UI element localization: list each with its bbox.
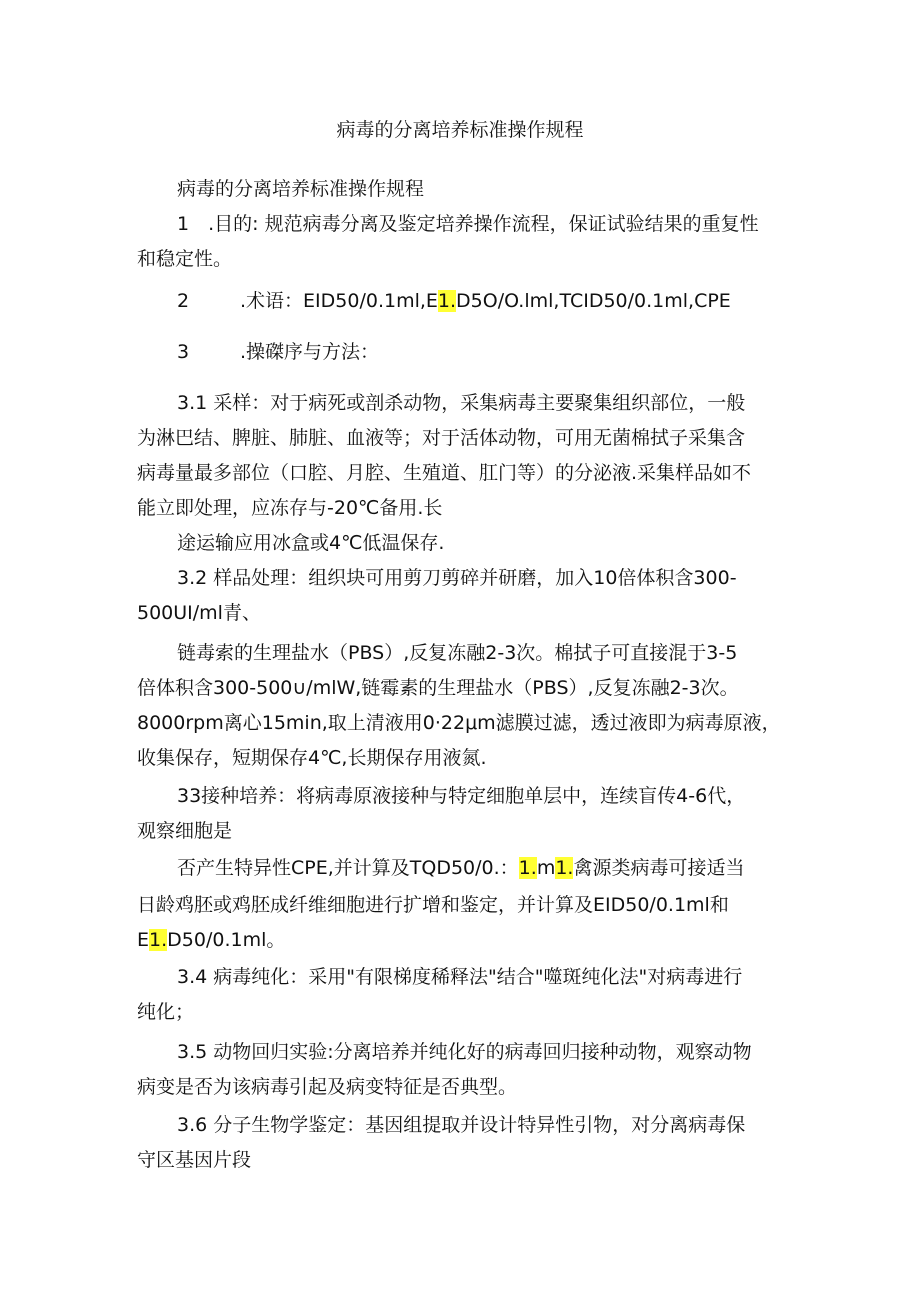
section-number: 2	[177, 290, 190, 312]
text-line: 否产生特异性CPE,并计算及TQD50∕0.：1.m1.禽源类病毒可接适当	[177, 857, 745, 879]
text-line: 收集保存，短期保存4℃,长期保存用液氮.	[137, 747, 487, 769]
text-line: 500UI∕ml青、	[137, 602, 261, 624]
text-line: 3.1 采样：对于病死或剖杀动物，采集病毒主要聚集组织部位，一般	[177, 392, 746, 414]
page-title: 病毒的分离培养标准操作规程	[336, 119, 584, 141]
text-line: 3.2 样品处理：组织块可用剪刀剪碎并研磨，加入10倍体积含300-	[177, 567, 737, 589]
text-line: 日龄鸡胚或鸡胚成纤维细胞进行扩增和鉴定，并计算及EID50∕0.1ml和	[137, 894, 729, 916]
highlight-mark: 1.	[518, 857, 537, 879]
text-line: 病变是否为该病毒引起及病变特征是否典型。	[137, 1076, 518, 1098]
text-line: 3.4 病毒纯化：采用"有限梯度稀释法"结合"噬斑纯化法"对病毒进行	[177, 966, 743, 988]
text-line: 纯化；	[137, 1001, 195, 1023]
text-line: 倍体积含300-500∪∕mlW,链霉素的生理盐水（PBS）,反复冻融2-3次。	[137, 677, 739, 699]
text-line: 能立即处理，应冻存与-20℃备用.长	[137, 497, 443, 519]
text-line: 8000rpm离心15min,取上清液用0·22μm滤膜过滤，透过液即为病毒原液，	[137, 712, 781, 734]
text-line: 守区基因片段	[137, 1149, 252, 1171]
text-line: E1.D50∕0.1ml。	[137, 929, 286, 951]
text-line: 为淋巴结、脾脏、肺脏、血液等；对于活体动物，可用无菌棉拭子采集含	[137, 427, 746, 449]
text-line: 链毒索的生理盐水（PBS）,反复冻融2-3次。棉拭子可直接混于3-5	[177, 642, 738, 664]
text-line: 观察细胞是	[137, 820, 233, 842]
subtitle: 病毒的分离培养标准操作规程	[177, 178, 425, 200]
text-line: 和稳定性。	[137, 248, 233, 270]
highlight-mark: 1.	[555, 857, 574, 879]
highlight-mark: 1.	[149, 929, 168, 951]
text-line: .操磔序与方法：	[240, 341, 380, 363]
text-line: 3.6 分子生物学鉴定：基因组提取并设计特异性引物，对分离病毒保	[177, 1114, 746, 1136]
text-line: 病毒量最多部位（口腔、月腔、生殖道、肛门等）的分泌液.采集样品如不	[137, 462, 752, 484]
text-line: 33接种培养：将病毒原液接种与特定细胞单层中，连续盲传4-6代，	[177, 785, 746, 807]
text-line: 3.5 动物回归实验:分离培养并纯化好的病毒回归接种动物，观察动物	[177, 1041, 752, 1063]
text-line: 途运输应用冰盒或4℃低温保存.	[177, 532, 445, 554]
section-number: 3	[177, 341, 190, 363]
highlight-mark: 1.	[437, 290, 457, 312]
text-line: .术语：EID50∕0.1ml,E1.D5O∕O.lml,TCID50∕0.1ml,CPE	[240, 290, 731, 312]
text-line: 1 .目的: 规范病毒分离及鉴定培养操作流程，保证试验结果的重复性	[177, 213, 759, 235]
